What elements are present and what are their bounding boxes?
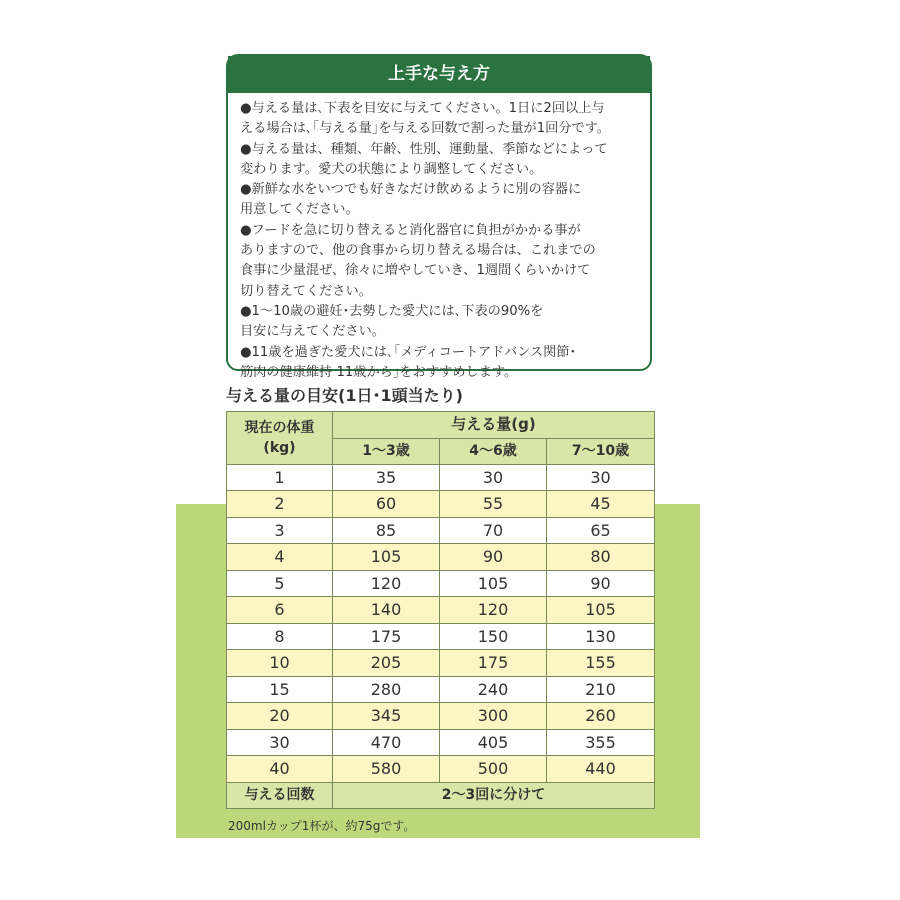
amount-cell: 60 [333,491,440,518]
amount-cell: 210 [547,676,655,703]
age-header-1-3: 1～3歳 [333,438,440,464]
amount-column-header: 与える量(g) [333,412,655,439]
guide-line: ありますので、他の食事から切り替える場合は、これまでの [240,243,596,259]
cup-footnote: 200mlカップ1杯が、約75gです。 [228,819,416,833]
guide-line: える場合は､｢与える量｣を与える回数で割った量が1回分です。 [240,121,610,137]
guide-line: ●与える量は､下表を目安に与えてください。1日に2回以上与 [240,101,605,116]
weight-cell: 4 [227,544,333,571]
weight-cell: 30 [227,729,333,756]
age-header-7-10: 7～10歳 [547,438,655,464]
weight-cell: 2 [227,491,333,518]
weight-column-header [227,412,333,465]
feeding-times-value: 2～3回に分けて [333,782,655,809]
feeding-guide-body [228,93,650,383]
guide-line: ●11歳を過ぎた愛犬には､｢メディコートアドバンス関節･ [240,344,577,360]
weight-header-unit: (kg) [263,439,296,456]
amount-cell: 260 [547,703,655,730]
feeding-times-label: 与える回数 [227,782,333,809]
weight-cell: 1 [227,464,333,491]
amount-cell: 55 [440,491,547,518]
table-row [227,464,655,491]
table-row [227,676,655,703]
amount-cell: 65 [547,517,655,544]
feeding-amount-table [226,411,655,809]
amount-cell: 280 [333,676,440,703]
guide-line: ●1～10歳の避妊･去勢した愛犬には､下表の90%を [240,303,544,319]
table-row [227,517,655,544]
amount-cell: 45 [547,491,655,518]
guide-line: ●フードを急に切り替えると消化器官に負担がかかる事が [240,222,581,238]
table-row [227,650,655,677]
table-row [227,756,655,783]
guide-line: 変わります。愛犬の状態により調整してください。 [240,161,543,177]
amount-cell: 30 [440,464,547,491]
weight-cell: 15 [227,676,333,703]
table-row [227,570,655,597]
guide-line: ●与える量は、種類、年齢、性別、運動量、季節などによって [240,141,608,157]
table-row [227,544,655,571]
amount-cell: 85 [333,517,440,544]
table-row [227,491,655,518]
amount-cell: 580 [333,756,440,783]
weight-cell: 40 [227,756,333,783]
amount-cell: 70 [440,517,547,544]
guide-line: 筋肉の健康維持 11歳から｣をおすすめします。 [240,364,518,380]
amount-cell: 470 [333,729,440,756]
amount-cell: 105 [547,597,655,624]
guide-line: 食事に少量混ぜ、徐々に増やしていき、1週間くらいかけて [240,263,591,279]
amount-cell: 240 [440,676,547,703]
feeding-guide-box [226,54,652,380]
amount-cell: 105 [440,570,547,597]
amount-cell: 155 [547,650,655,677]
amount-cell: 30 [547,464,655,491]
amount-cell: 140 [333,597,440,624]
guide-line: ●新鮮な水をいつでも好きなだけ飲めるように別の容器に [240,182,582,198]
amount-cell: 130 [547,623,655,650]
table-row [227,703,655,730]
table-header-row [227,412,655,439]
amount-cell: 120 [440,597,547,624]
amount-cell: 300 [440,703,547,730]
amount-cell: 80 [547,544,655,571]
weight-cell: 5 [227,570,333,597]
amount-cell: 345 [333,703,440,730]
weight-cell: 6 [227,597,333,624]
amount-cell: 175 [333,623,440,650]
weight-cell: 10 [227,650,333,677]
weight-cell: 8 [227,623,333,650]
weight-header-label: 現在の体重 [244,419,315,436]
amount-cell: 90 [547,570,655,597]
weight-cell: 3 [227,517,333,544]
amount-cell: 355 [547,729,655,756]
amount-cell: 120 [333,570,440,597]
amount-cell: 440 [547,756,655,783]
age-header-4-6: 4～6歳 [440,438,547,464]
amount-cell: 405 [440,729,547,756]
amount-cell: 175 [440,650,547,677]
guide-line: 切り替えてください。 [240,283,372,299]
weight-cell: 20 [227,703,333,730]
table-title: 与える量の目安(1日･1頭当たり) [226,386,463,405]
amount-cell: 35 [333,464,440,491]
table-row [227,729,655,756]
table-footer-row [227,782,655,809]
guide-line: 目安に与えてください。 [240,324,386,340]
feeding-guide-title: 上手な与え方 [228,56,650,93]
amount-cell: 500 [440,756,547,783]
table-row [227,597,655,624]
amount-cell: 105 [333,544,440,571]
table-row [227,623,655,650]
guide-line: 用意してください。 [240,202,359,218]
amount-cell: 90 [440,544,547,571]
amount-cell: 205 [333,650,440,677]
amount-cell: 150 [440,623,547,650]
